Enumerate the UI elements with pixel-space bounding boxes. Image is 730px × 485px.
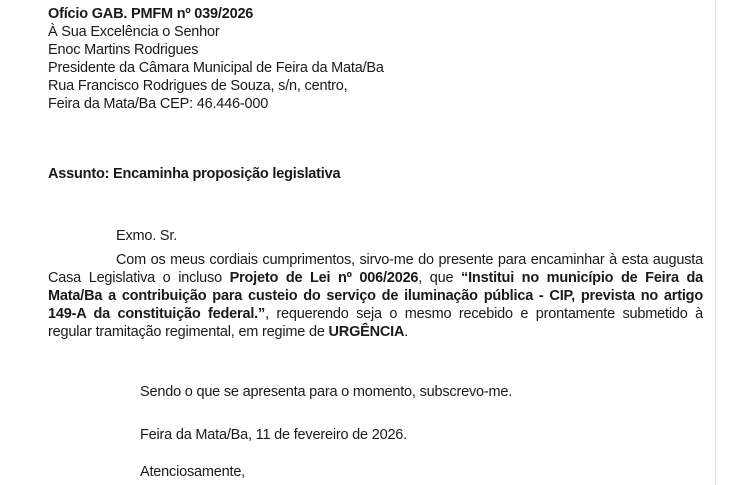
- body-paragraph: [48, 251, 703, 341]
- bill-title-quote: “Institui no município de Feira da Mata/Ba a contribuição para custeio do serviço de iluminação pública - CIP, prevista no artigo 149-A da constituição federal.”: [48, 270, 703, 322]
- body-text-end: .: [404, 324, 409, 340]
- greeting: Exmo. Sr.: [116, 228, 178, 244]
- recipient-name: Enoc Martins Rodrigues: [48, 42, 199, 58]
- recipient-title: Presidente da Câmara Municipal de Feira da Mata/Ba: [48, 60, 384, 76]
- subject-line: Assunto: Encaminha proposição legislativa: [48, 166, 341, 182]
- address-street: Rua Francisco Rodrigues de Souza, s/n, centro,: [48, 78, 348, 94]
- date-line: Feira da Mata/Ba, 11 de fevereiro de 2026.: [140, 427, 408, 443]
- address-city: Feira da Mata/Ba CEP: 46.446-000: [48, 96, 269, 112]
- body-text-mid: , que: [418, 270, 462, 286]
- urgency-label: URGÊNCIA: [328, 324, 405, 340]
- body-text-after-quote: , requerendo seja o mesmo recebido e prontamente submetido à regular tramitação regimental, em regime de: [48, 306, 703, 340]
- closing-line: Sendo o que se apresenta para o momento, subscrevo-me.: [140, 384, 513, 400]
- salutation: À Sua Excelência o Senhor: [48, 24, 220, 40]
- body-text-start: Com os meus cordiais cumprimentos, sirvo-me do presente para encaminhar à esta augusta Casa Legislativa o incluso: [48, 252, 703, 286]
- bill-reference: Projeto de Lei nº 006/2026: [229, 270, 419, 286]
- oficio-number: Ofício GAB. PMFM nº 039/2026: [48, 6, 254, 22]
- scan-edge-line: [715, 0, 716, 485]
- sign-off: Atenciosamente,: [140, 464, 246, 480]
